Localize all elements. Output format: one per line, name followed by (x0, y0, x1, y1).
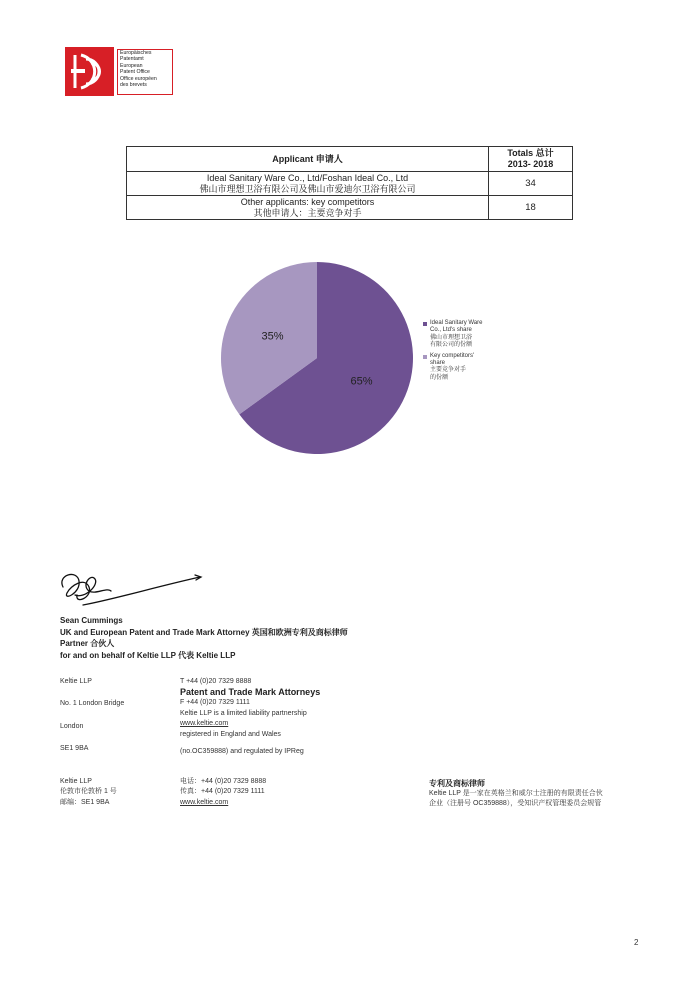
legend-label: 主要竞争对手 (430, 367, 467, 374)
contact-cn-phone: 电话：+44 (0)20 7329 8888 (180, 778, 267, 785)
address-cn-street: 伦敦市伦敦桥 1 号 (60, 788, 117, 796)
address-city: London (60, 722, 84, 730)
legend-label: Co., Ltd's share (430, 327, 472, 334)
applicant-name-cn: 其他申请人：主要竞争对手 (253, 207, 362, 218)
contact-llp-note: Keltie LLP is a limited liability partnership (180, 709, 307, 717)
signer-behalf: for and on behalf of Keltie LLP 代表 Keltie LLP (60, 650, 236, 660)
website-link-cn[interactable]: www.keltie.com (180, 798, 229, 806)
legend-label: Key competitors' (430, 352, 475, 359)
address-firm: Keltie LLP (60, 678, 92, 685)
applicant-name-en: Other applicants: key competitors (240, 196, 375, 207)
share-pie-chart (212, 258, 422, 468)
logo-line: European (120, 63, 143, 70)
header-totals-line2: 2013- 2018 (507, 159, 554, 169)
legend-item (423, 320, 513, 350)
contact-fax: F +44 (0)20 7329 1111 (180, 699, 250, 707)
legend-swatch (423, 355, 427, 359)
header-totals-line1: Totals 总计 (507, 148, 554, 158)
applicant-name-cn: 佛山市理想卫浴有限公司及佛山市爱迪尔卫浴有限公司 (199, 183, 416, 194)
applicant-name-en: Ideal Sanitary Ware Co., Ltd/Foshan Ideal Co., Ltd (206, 172, 409, 183)
legend-swatch (423, 322, 427, 326)
signer-title: UK and European Patent and Trade Mark Attorney 英国和欧洲专利及商标律师 (60, 627, 348, 637)
address-en (60, 677, 124, 755)
applicant-totals-table (126, 146, 573, 220)
signature-block (60, 615, 348, 661)
header-totals (489, 147, 573, 172)
applicant-name-cell (127, 196, 489, 220)
logo-line: Patentamt (120, 55, 144, 62)
legend-label: 的份额 (430, 374, 449, 381)
contact-heading: Patent and Trade Mark Attorneys (180, 687, 321, 698)
contact-en (180, 677, 320, 757)
address-cn-firm: Keltie LLP (60, 778, 92, 785)
cn-note-line: 企业（注册号 OC359888），受知识产权管理委员会规管 (429, 800, 602, 808)
address-cn (60, 777, 117, 808)
applicant-total-cell: 34 (489, 172, 573, 196)
handwritten-signature (55, 565, 205, 615)
logo-line: des brevets (120, 81, 147, 88)
contact-cn (180, 777, 266, 808)
epo-logo (65, 47, 173, 96)
contact-reg-no: (no.OC359888) and regulated by IPReg (180, 748, 304, 756)
contact-phone: T +44 (0)20 7329 8888 (180, 678, 252, 685)
legend-label: Ideal Sanitary Ware (430, 320, 483, 326)
pie-slice-label: 65% (350, 375, 373, 388)
website-link[interactable]: www.keltie.com (180, 720, 229, 728)
logo-line: Europäisches (120, 50, 152, 56)
cn-note-title: 专利及商标律师 (429, 779, 485, 788)
epo-logo-mark-icon (65, 47, 114, 96)
legend-label: share (430, 360, 446, 367)
cn-firm-note (429, 778, 603, 810)
logo-line: Office européen (120, 76, 157, 83)
table-row (127, 172, 573, 196)
table-header-row (127, 147, 573, 172)
pie-slice-label: 35% (261, 330, 284, 343)
logo-line: Patent Office (120, 68, 150, 75)
legend-item (423, 353, 513, 383)
applicant-name-cell (127, 172, 489, 196)
pie-legend (423, 320, 513, 385)
legend-label: 佛山市理想卫浴 (430, 334, 473, 341)
legend-label: 有限公司的份额 (430, 342, 473, 349)
applicant-total-cell: 18 (489, 196, 573, 220)
table-row (127, 196, 573, 220)
contact-registered: registered in England and Wales (180, 730, 281, 738)
contact-cn-fax: 传真：+44 (0)20 7329 1111 (180, 788, 265, 796)
signer-name: Sean Cummings (60, 616, 123, 625)
signer-role: Partner 合伙人 (60, 639, 115, 648)
page-number: 2 (634, 938, 639, 947)
cn-note-line: Keltie LLP 是一家在英格兰和威尔士注册的有限责任合伙 (429, 790, 603, 797)
header-applicant: Applicant 申请人 (127, 147, 489, 172)
address-street: No. 1 London Bridge (60, 700, 125, 708)
address-postcode: SE1 9BA (60, 745, 89, 753)
epo-logo-text (117, 49, 173, 95)
address-cn-postcode: 邮编：SE1 9BA (60, 798, 110, 806)
